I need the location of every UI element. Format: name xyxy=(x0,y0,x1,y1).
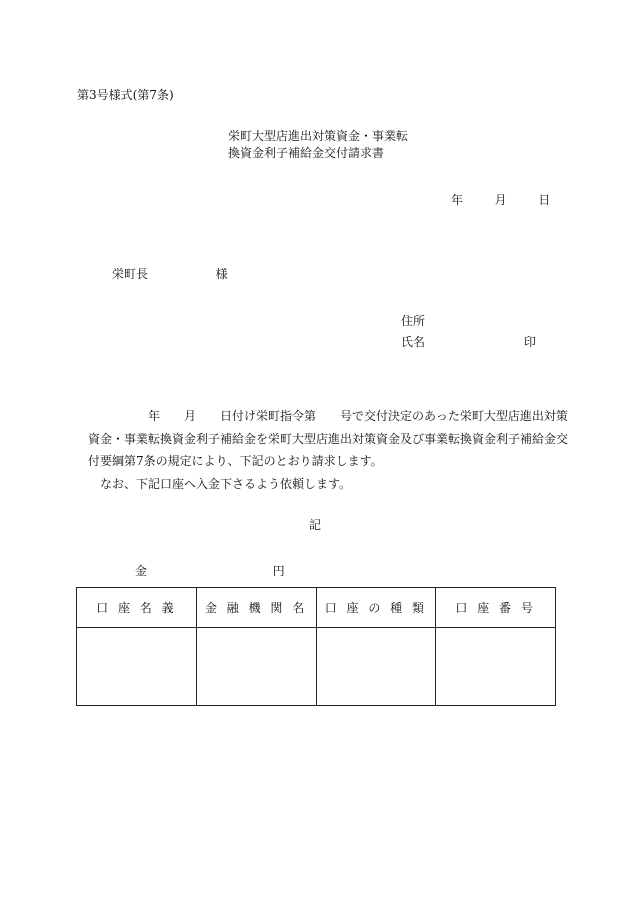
amount-line xyxy=(135,562,285,579)
cell-account-holder[interactable] xyxy=(77,628,197,706)
ki-heading: 記 xyxy=(309,518,322,532)
request-body xyxy=(88,405,568,495)
header-account-number: 口 座 番 号 xyxy=(436,588,556,628)
header-bank-name: 金 融 機 関 名 xyxy=(196,588,316,628)
cell-bank-name[interactable] xyxy=(196,628,316,706)
table-header-row xyxy=(77,588,556,628)
body-year: 年 xyxy=(148,409,161,423)
title-line-1: 栄町大型店進出対策資金・事業転 xyxy=(228,129,409,143)
table-row xyxy=(77,628,556,706)
amount-unit: 円 xyxy=(272,564,285,578)
title-line-2: 換資金利子補給金交付請求書 xyxy=(228,146,385,160)
applicant-name-line xyxy=(401,333,536,350)
address-label: 住所 xyxy=(401,314,426,328)
date-line xyxy=(451,191,550,208)
amount-label: 金 xyxy=(135,564,148,578)
body-paragraph-1 xyxy=(88,405,568,473)
body-date-text: 日付け栄町指令第 xyxy=(220,409,317,423)
addressee xyxy=(112,265,228,282)
addressee-honorific: 様 xyxy=(215,267,228,281)
header-account-type: 口 座 の 種 類 xyxy=(316,588,436,628)
document-title xyxy=(228,128,408,162)
cell-account-number[interactable] xyxy=(436,628,556,706)
date-month: 月 xyxy=(494,193,507,207)
body-rest: 号で交付決定のあった栄町大型店進出対策資金・事業転換資金利子補給金を栄町大型店進出対策資金及び事業転換資金利子補給金交付要綱第7条の規定により、下記のとおり請求します。 xyxy=(88,409,569,468)
body-paragraph-2: なお、下記口座へ入金下さるよう依頼します。 xyxy=(100,476,352,491)
date-day: 日 xyxy=(538,193,551,207)
seal-label: 印 xyxy=(523,335,536,349)
name-label: 氏名 xyxy=(401,335,426,349)
header-account-holder: 口 座 名 義 xyxy=(77,588,197,628)
addressee-name: 栄町長 xyxy=(112,267,149,281)
cell-account-type[interactable] xyxy=(316,628,436,706)
form-number: 第3号様式(第7条) xyxy=(77,88,174,102)
date-year: 年 xyxy=(451,193,464,207)
account-table xyxy=(76,587,556,706)
body-month: 月 xyxy=(184,409,197,423)
